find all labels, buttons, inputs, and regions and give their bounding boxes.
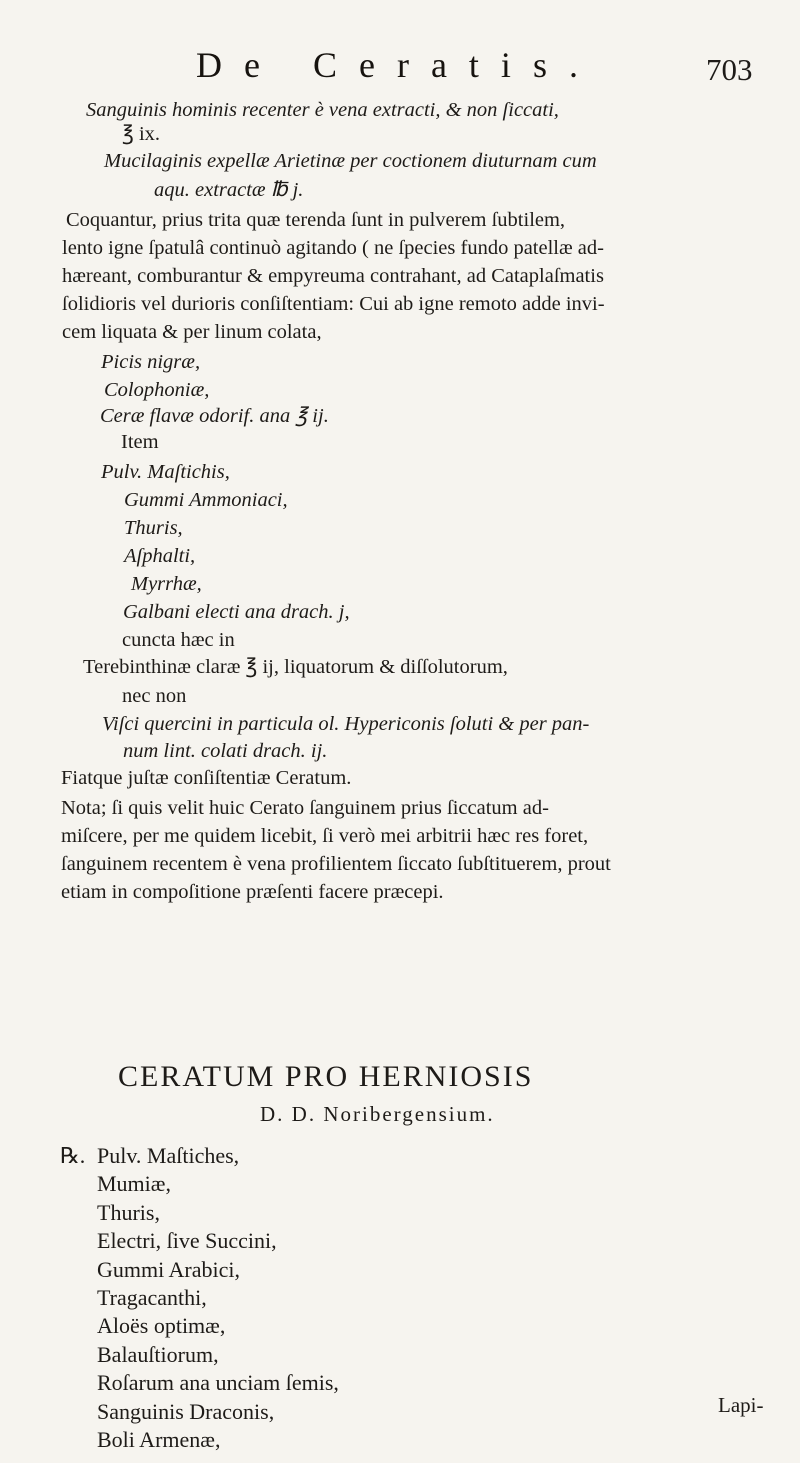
text-line: lento igne ſpatulâ continuò agitando ( ne ſpecies fundo patellæ ad- xyxy=(62,237,604,259)
list-item: Mumiæ, xyxy=(97,1171,171,1197)
ingredient-line: Picis nigræ, xyxy=(101,351,201,373)
ingredient-line: Ceræ flavæ odorif. ana ℥ ij. xyxy=(100,405,329,427)
text-line: Fiatque juſtæ conſiſtentiæ Ceratum. xyxy=(61,767,352,789)
list-item: Aloës optimæ, xyxy=(97,1313,226,1339)
page-header xyxy=(0,44,800,94)
ingredient-line: Gummi Ammoniaci, xyxy=(124,489,288,511)
ingredient-line: Galbani electi ana drach. j, xyxy=(123,601,350,623)
text-line: Nota; ſi quis velit huic Cerato ſanguinem prius ſiccatum ad- xyxy=(61,797,549,819)
text-line: aqu. extractæ ℔ j. xyxy=(154,179,304,201)
list-item: Balauſtiorum, xyxy=(97,1341,219,1367)
text-line: Terebinthinæ claræ ℥ ij, liquatorum & diſſolutorum, xyxy=(83,656,508,678)
ingredient-line: Myrrhæ, xyxy=(131,573,202,595)
catchword: Lapi- xyxy=(718,1393,764,1417)
text-line: Viſci quercini in particula ol. Hypericonis ſoluti & per pan- xyxy=(102,713,590,735)
list-item: Electri, ſive Succini, xyxy=(97,1228,277,1254)
text-line: hæreant, comburantur & empyreuma contrahant, ad Cataplaſmatis xyxy=(62,265,604,287)
running-title: De Ceratis. xyxy=(196,45,600,85)
ingredient-line: Pulv. Maſtichis, xyxy=(101,461,230,483)
list-item: Gummi Arabici, xyxy=(97,1256,240,1282)
page-number: 703 xyxy=(706,52,753,87)
ingredient-line: Colophoniæ, xyxy=(104,379,210,401)
text-line: Mucilaginis expellæ Arietinæ per coctionem diuturnam cum xyxy=(104,150,597,172)
ingredient-line: Aſphalti, xyxy=(124,545,196,567)
text-line: num lint. colati drach. ij. xyxy=(123,740,328,762)
text-line: Coquantur, prius trita quæ terenda ſunt in pulverem ſubtilem, xyxy=(66,209,566,231)
ingredient-list xyxy=(97,1143,697,1455)
text-line: nec non xyxy=(122,685,187,707)
list-item: Roſarum ana unciam ſemis, xyxy=(97,1370,339,1396)
list-item: Boli Armenæ, xyxy=(97,1426,221,1452)
text-line: etiam in compoſitione præſenti facere præcepi. xyxy=(61,881,444,903)
text-line: Sanguinis hominis recenter è vena extracti, & non ſiccati, xyxy=(86,99,559,121)
text-line: miſcere, per me quidem licebit, ſi verò mei arbitrii hæc res foret, xyxy=(61,825,589,847)
section-subheading: D. D. Noribergensium. xyxy=(260,1102,495,1126)
text-line: cem liquata & per linum colata, xyxy=(62,321,322,343)
text-line: ſolidioris vel durioris conſiſtentiam: Cui ab igne remoto adde invi- xyxy=(62,293,605,315)
text-line: ℥ ix. xyxy=(122,123,161,145)
section-heading: CERATUM PRO HERNIOSIS xyxy=(118,1060,534,1093)
list-item: Tragacanthi, xyxy=(97,1284,207,1310)
text-line: ſanguinem recentem è vena profilientem ſiccato ſubſtituerem, prout xyxy=(61,853,611,875)
list-item: Pulv. Maſtiches, xyxy=(97,1143,240,1168)
text-line: Item xyxy=(121,431,159,453)
list-item: Thuris, xyxy=(97,1199,160,1225)
text-line: cuncta hæc in xyxy=(122,629,235,651)
recipe-symbol: ℞. xyxy=(60,1143,86,1168)
ingredient-line: Thuris, xyxy=(124,517,183,539)
list-item: Sanguinis Draconis, xyxy=(97,1398,275,1424)
